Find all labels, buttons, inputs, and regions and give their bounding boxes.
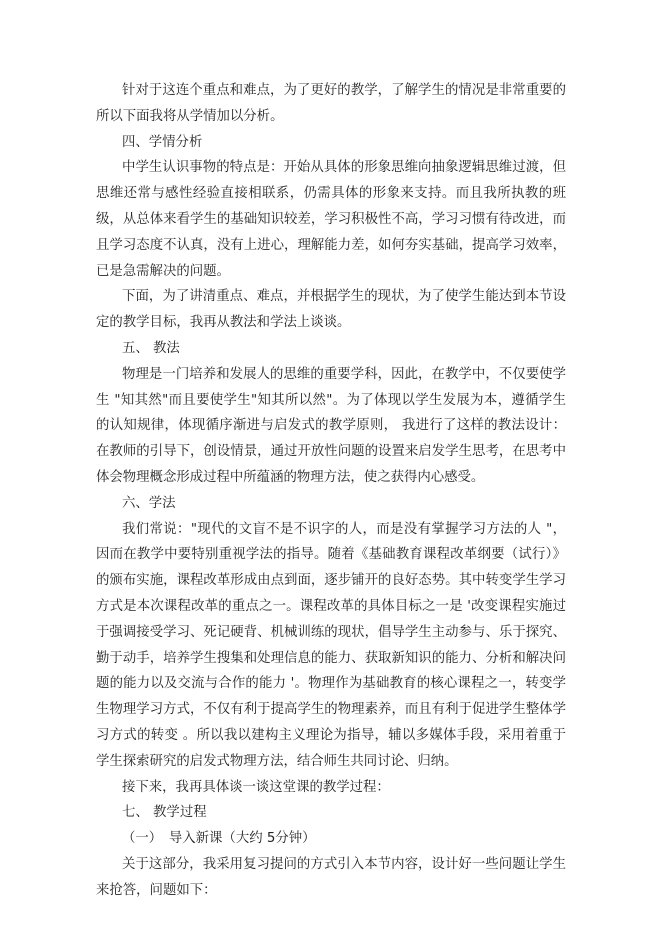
paragraph-student-characteristics: 中学生认识事物的特点是：开始从具体的形象思维向抽象逻辑思维过渡，但思维还常与感性经验直接相联系，仍需具体的形象来支持。而且我所执教的班级，从总体来看学生的基础知识较差，学习积极性不高，学习习惯有待改进，而且学习态度不认真，没有上进心，理解能力差，如何夯实基础，提高学习效率，已是急需解决的问题。: [96, 160, 566, 279]
section-heading-teaching-process: 七、 教学过程: [122, 805, 207, 821]
paragraph-introduction: 关于这部分，我采用复习提问的方式引入本节内容，设计好一些问题让学生来抢答，问题如下：: [96, 856, 566, 898]
paragraph-teaching-method: 物理是一门培养和发展人的思维的重要学科，因此，在教学中，不仅要使学生 "知其然"而且要使学生"知其所以然"。为了体现以学生发展为本，遵循学生的认知规律，体现循序渐进与启发式的教学原则， 我进行了这样的教法设计：在教师的引导下，创设情景，通过开放性问题的设置来启发学生思考，在思考中体会物理概念形成过程中所蕴涵的物理方法，使之获得内心感受。: [96, 366, 566, 485]
section-heading-student-analysis: 四、学情分析: [122, 134, 203, 150]
section-heading-teaching-method: 五、 教法: [122, 340, 180, 356]
paragraph-transition-methods: 下面，为了讲清重点、难点，并根据学生的现状，为了使学生能达到本节设定的教学目标，我再从教法和学法上谈谈。: [96, 289, 566, 331]
paragraph-key-points-intro: 针对于这连个重点和难点，为了更好的教学，了解学生的情况是非常重要的所以下面我将从学情加以分析。: [96, 83, 566, 124]
paragraph-learning-method: 我们常说："现代的文盲不是不识字的人，而是没有掌握学习方法的人 "，因而在教学中要特别重视学法的指导。随着《基础教育课程改革纲要（试行）》的颁布实施，课程改革形成由点到面，逐步铺开的良好态势。其中转变学生学习方式是本次课程改革的重点之一。课程改革的具体目标之一是 '改变课程实施过于强调接受学习、死记硬背、机械训练的现状，倡导学生主动参与、乐于探究、勤于动手，培养学生搜集和处理信息的能力、获取新知识的能力、分析和解决问题的能力以及交流与合作的能力 '。物理作为基础教育的核心课程之一，转变学生物理学习方式，不仅有利于提高学生的物理素养，而且有利于促进学生整体学习方式的转变 。所以我以建构主义理论为指导，辅以多媒体手段，采用着重于学生探索研究的启发式物理方法，结合师生共同讨论、归纳。: [96, 521, 566, 769]
subsection-heading-introduction: （一） 导入新课（大约 5分钟）: [122, 831, 316, 847]
paragraph-process-transition: 接下来，我再具体谈一谈这堂课的教学过程：: [122, 779, 390, 795]
section-heading-learning-method: 六、学法: [122, 495, 176, 511]
document-body: [96, 78, 566, 904]
